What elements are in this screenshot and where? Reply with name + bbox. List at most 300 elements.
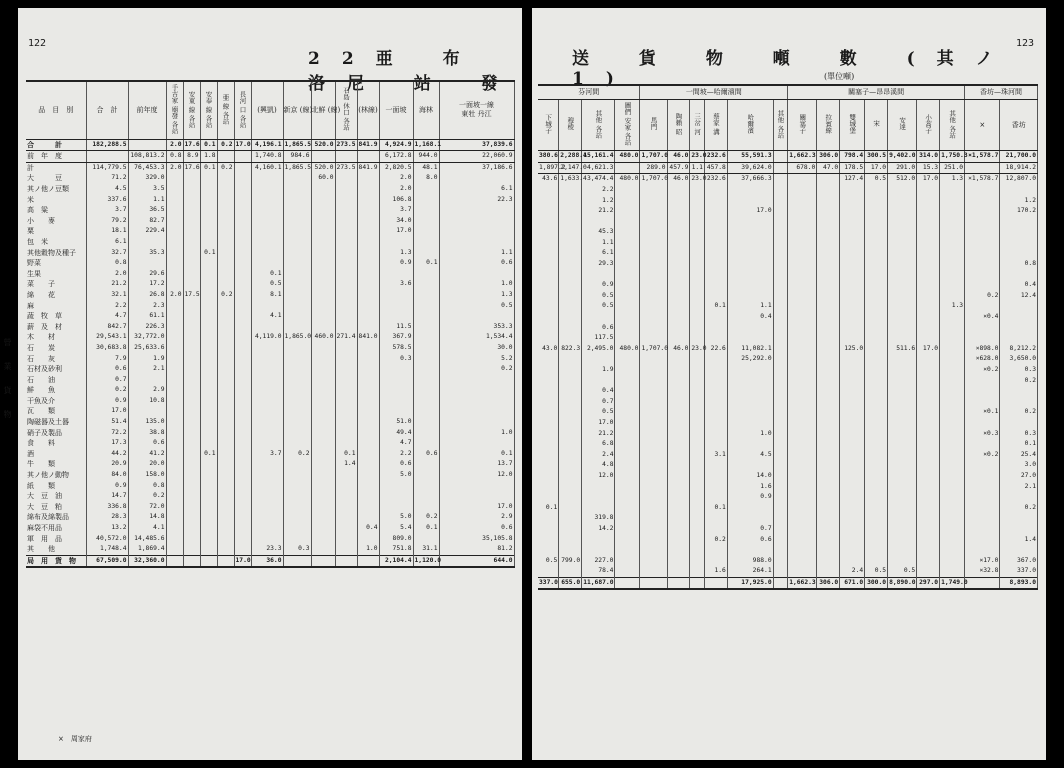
table-row — [26, 417, 514, 428]
col-c8: 北鮮 (線) — [311, 81, 335, 139]
cell-r10 — [773, 365, 788, 376]
cell-c5 — [234, 396, 251, 407]
cell-r2 — [559, 312, 582, 323]
table-row — [538, 227, 1038, 238]
cell-c3: 0.1 — [200, 139, 217, 151]
cell-c4 — [217, 332, 234, 343]
cell-c2 — [183, 301, 200, 312]
cell-c11: 751.8 — [379, 544, 413, 555]
cell-r9 — [727, 513, 773, 524]
col-c6: (興凱) — [251, 81, 283, 139]
cell-c13: 644.0 — [439, 555, 514, 567]
cell-c5 — [234, 290, 251, 301]
item-name: 石 炭 — [26, 343, 86, 354]
cell-r7 — [690, 556, 705, 567]
cell-total: 6.1 — [86, 237, 128, 248]
cell-c12: 0.2 — [413, 512, 439, 523]
cell-c11: 5.0 — [379, 512, 413, 523]
cell-r11 — [788, 291, 817, 302]
cell-r17 — [940, 397, 965, 408]
cell-r4 — [615, 312, 640, 323]
cell-c2 — [183, 248, 200, 259]
cell-c13 — [439, 237, 514, 248]
cell-c7 — [283, 523, 311, 534]
cell-r2: 2,147.0 — [559, 162, 582, 174]
cell-r17 — [940, 418, 965, 429]
cell-r18 — [965, 323, 1000, 334]
cell-r19: 21,700.0 — [1000, 151, 1038, 163]
cell-r16 — [917, 365, 940, 376]
cell-c10 — [357, 459, 379, 470]
cell-r2 — [559, 354, 582, 365]
cell-r4 — [615, 301, 640, 312]
cell-r6 — [667, 291, 690, 302]
cell-r18 — [965, 238, 1000, 249]
cell-r4 — [615, 482, 640, 493]
cell-r16: 297.0 — [917, 577, 940, 589]
cell-r16 — [917, 217, 940, 228]
item-name: 麻袋不用品 — [26, 523, 86, 534]
cell-c9: 0.1 — [335, 449, 357, 460]
cell-r10 — [773, 439, 788, 450]
cell-c1 — [166, 301, 183, 312]
cell-c6 — [251, 406, 283, 417]
cell-c7 — [283, 184, 311, 195]
cell-c9 — [335, 311, 357, 322]
cell-r14 — [865, 333, 888, 344]
cell-r12 — [817, 365, 840, 376]
cell-c10 — [357, 173, 379, 184]
cell-c3 — [200, 301, 217, 312]
cell-r14 — [865, 556, 888, 567]
cell-r1 — [538, 566, 559, 577]
cell-c13: 37,186.6 — [439, 162, 514, 173]
cell-c2 — [183, 279, 200, 290]
cell-c6 — [251, 173, 283, 184]
cell-c7 — [283, 438, 311, 449]
cell-r16: 17.0 — [917, 174, 940, 185]
cell-r16 — [917, 185, 940, 196]
cell-c8 — [311, 258, 335, 269]
cell-c11 — [379, 269, 413, 280]
cell-c3 — [200, 470, 217, 481]
cell-r10 — [773, 482, 788, 493]
cell-r5 — [640, 397, 667, 408]
cell-r18: 0.2 — [965, 291, 1000, 302]
cell-r1 — [538, 217, 559, 228]
cell-r11: 1,662.3 — [788, 151, 817, 163]
cell-r6 — [667, 471, 690, 482]
cell-c6 — [251, 396, 283, 407]
cell-r3: 3,474.4 — [582, 174, 615, 185]
cell-c1 — [166, 279, 183, 290]
cell-r17 — [940, 344, 965, 355]
cell-prev — [128, 375, 166, 386]
cell-c2: 17.6 — [183, 139, 200, 151]
col-r12: 拉賓線 — [817, 100, 840, 151]
cell-r9: 1.1 — [727, 301, 773, 312]
cell-r16 — [917, 386, 940, 397]
cell-c9 — [335, 173, 357, 184]
cell-r16 — [917, 407, 940, 418]
cell-c10 — [357, 279, 379, 290]
cell-r6 — [667, 312, 690, 323]
cell-r12 — [817, 333, 840, 344]
cell-c4 — [217, 512, 234, 523]
cell-r19: 170.2 — [1000, 206, 1038, 217]
col-c4: 亜 線 各站 — [217, 81, 234, 139]
cell-r6 — [667, 386, 690, 397]
cell-r8 — [704, 333, 727, 344]
cell-r18 — [965, 301, 1000, 312]
cell-r17 — [940, 386, 965, 397]
cell-r6 — [667, 248, 690, 259]
cell-r2 — [559, 566, 582, 577]
cell-r6 — [667, 503, 690, 514]
cell-c1 — [166, 226, 183, 237]
cell-r5: 1,707.0 — [640, 151, 667, 163]
table-row — [538, 482, 1038, 493]
cell-c9: 273.5 — [335, 139, 357, 151]
table-row — [26, 184, 514, 195]
cell-c10 — [357, 512, 379, 523]
cell-c9 — [335, 364, 357, 375]
cell-c12 — [413, 385, 439, 396]
cell-c12: 1,168.1 — [413, 139, 439, 151]
cell-r2 — [559, 503, 582, 514]
cell-r13 — [840, 312, 865, 323]
cell-r9 — [727, 323, 773, 334]
cell-c6: 4,196.1 — [251, 139, 283, 151]
cell-r12 — [817, 217, 840, 228]
cell-r15 — [888, 376, 917, 387]
cell-r5 — [640, 524, 667, 535]
cell-c7 — [283, 534, 311, 545]
cell-r1 — [538, 471, 559, 482]
cell-r16 — [917, 248, 940, 259]
cell-c1 — [166, 354, 183, 365]
cell-r9: 4.5 — [727, 450, 773, 461]
cell-r10 — [773, 312, 788, 323]
cell-r16 — [917, 524, 940, 535]
col-r2: 穆棱 — [559, 100, 582, 151]
cell-c6 — [251, 417, 283, 428]
cell-r14 — [865, 301, 888, 312]
cell-r4 — [615, 291, 640, 302]
cell-r2 — [559, 217, 582, 228]
cell-r3 — [582, 503, 615, 514]
cell-r2 — [559, 429, 582, 440]
cell-r13: 125.0 — [840, 344, 865, 355]
cell-c13 — [439, 205, 514, 216]
cell-c8 — [311, 385, 335, 396]
table-row — [538, 248, 1038, 259]
cell-r16 — [917, 323, 940, 334]
cell-c1 — [166, 332, 183, 343]
cell-c8 — [311, 491, 335, 502]
table-row — [538, 376, 1038, 387]
cell-r13 — [840, 429, 865, 440]
cell-c6 — [251, 428, 283, 439]
cell-r19 — [1000, 248, 1038, 259]
cell-r5 — [640, 248, 667, 259]
cell-total — [86, 151, 128, 163]
cell-c6 — [251, 195, 283, 206]
cell-c5 — [234, 269, 251, 280]
cell-r1 — [538, 439, 559, 450]
cell-prev: 41.2 — [128, 449, 166, 460]
cell-r5 — [640, 323, 667, 334]
cell-r17 — [940, 227, 965, 238]
cell-r7 — [690, 545, 705, 556]
cell-r12 — [817, 196, 840, 207]
cell-c2 — [183, 544, 200, 555]
cell-r14 — [865, 429, 888, 440]
cell-r1 — [538, 323, 559, 334]
cell-r5 — [640, 238, 667, 249]
cell-c5 — [234, 216, 251, 227]
cell-prev: 14.8 — [128, 512, 166, 523]
cell-c1 — [166, 396, 183, 407]
table-row — [538, 418, 1038, 429]
cell-r4 — [615, 206, 640, 217]
cell-r15 — [888, 291, 917, 302]
cell-c12 — [413, 290, 439, 301]
cell-c10 — [357, 375, 379, 386]
cell-c5 — [234, 481, 251, 492]
cell-c9 — [335, 375, 357, 386]
table-row — [26, 226, 514, 237]
cell-r19: 0.2 — [1000, 407, 1038, 418]
cell-r18 — [965, 482, 1000, 493]
item-name: 生果 — [26, 269, 86, 280]
cell-c10 — [357, 470, 379, 481]
cell-c11: 2.0 — [379, 184, 413, 195]
cell-r5: 1,707.0 — [640, 174, 667, 185]
cell-c9 — [335, 195, 357, 206]
cell-c10: 1.0 — [357, 544, 379, 555]
cell-c1 — [166, 237, 183, 248]
cell-c1 — [166, 322, 183, 333]
col-r16: 小蒿子 — [917, 100, 940, 151]
cell-r18: ×17.0 — [965, 556, 1000, 567]
cell-total: 3.7 — [86, 205, 128, 216]
cell-r19 — [1000, 185, 1038, 196]
cell-prev: 35.3 — [128, 248, 166, 259]
cell-c5 — [234, 375, 251, 386]
cell-r15: 512.0 — [888, 174, 917, 185]
cell-r15 — [888, 333, 917, 344]
cell-c1: 2.0 — [166, 139, 183, 151]
item-name: 合 計 — [26, 139, 86, 151]
cell-c12 — [413, 534, 439, 545]
cell-r6 — [667, 429, 690, 440]
cell-r9 — [727, 238, 773, 249]
cell-r15 — [888, 323, 917, 334]
cell-r15 — [888, 238, 917, 249]
cell-r7 — [690, 535, 705, 546]
cell-r6 — [667, 323, 690, 334]
cell-r16 — [917, 238, 940, 249]
cell-r19 — [1000, 397, 1038, 408]
cell-r11 — [788, 376, 817, 387]
cell-c1 — [166, 364, 183, 375]
cell-r11 — [788, 238, 817, 249]
cell-r12 — [817, 397, 840, 408]
cell-r3: 227.0 — [582, 556, 615, 567]
item-name: 綿布及綿製品 — [26, 512, 86, 523]
cell-c2 — [183, 216, 200, 227]
cell-c12 — [413, 279, 439, 290]
cell-r7 — [690, 227, 705, 238]
cell-r7 — [690, 280, 705, 291]
cell-c9: 1.4 — [335, 459, 357, 470]
cell-c4 — [217, 417, 234, 428]
cell-c9 — [335, 512, 357, 523]
cell-r12 — [817, 503, 840, 514]
cell-r9 — [727, 196, 773, 207]
col-total: 合 計 — [86, 81, 128, 139]
cell-r5 — [640, 503, 667, 514]
cell-r3: 0.9 — [582, 280, 615, 291]
cell-r9: 0.9 — [727, 492, 773, 503]
cell-total: 84.0 — [86, 470, 128, 481]
cell-r14 — [865, 418, 888, 429]
cell-r11 — [788, 217, 817, 228]
table-row — [538, 503, 1038, 514]
cell-c13 — [439, 269, 514, 280]
cell-r19: 2.1 — [1000, 482, 1038, 493]
cell-r17: 1,749.0 — [940, 577, 965, 589]
cell-c5 — [234, 364, 251, 375]
col-c9: 石島 休口 各站 — [335, 81, 357, 139]
cell-r14: 300.5 — [865, 151, 888, 163]
cell-r5 — [640, 460, 667, 471]
cell-prev: 329.0 — [128, 173, 166, 184]
cell-r13 — [840, 407, 865, 418]
cell-c7 — [283, 354, 311, 365]
cell-r3: 1.2 — [582, 196, 615, 207]
cell-r10 — [773, 217, 788, 228]
cell-r5 — [640, 513, 667, 524]
table-row — [26, 248, 514, 259]
cell-c3: 1.8 — [200, 151, 217, 163]
cell-r5 — [640, 407, 667, 418]
cell-r10 — [773, 206, 788, 217]
table-row — [26, 322, 514, 333]
page-number-right: 123 — [1015, 38, 1034, 49]
cell-r12 — [817, 227, 840, 238]
cell-r8 — [704, 238, 727, 249]
cell-r4 — [615, 524, 640, 535]
cell-r7 — [690, 259, 705, 270]
cell-r11 — [788, 196, 817, 207]
cell-r8 — [704, 206, 727, 217]
cell-r17 — [940, 323, 965, 334]
cell-r19: 337.0 — [1000, 566, 1038, 577]
cell-c8 — [311, 354, 335, 365]
cell-r10 — [773, 397, 788, 408]
col-r15: 安達 — [888, 100, 917, 151]
cell-r8 — [704, 407, 727, 418]
cell-r11 — [788, 503, 817, 514]
cell-r17 — [940, 460, 965, 471]
cell-r9: 1.6 — [727, 482, 773, 493]
cell-r8 — [704, 291, 727, 302]
cell-r8 — [704, 312, 727, 323]
cell-r18: ×898.0 — [965, 344, 1000, 355]
cell-c3 — [200, 534, 217, 545]
cell-r15 — [888, 556, 917, 567]
item-name: 綿 花 — [26, 290, 86, 301]
cell-r5 — [640, 270, 667, 281]
cell-r7: 23.0 — [690, 344, 705, 355]
cell-c13: 0.1 — [439, 449, 514, 460]
cell-r13 — [840, 471, 865, 482]
cell-r6: 457.9 — [667, 162, 690, 174]
cell-r8 — [704, 556, 727, 567]
cell-r19 — [1000, 270, 1038, 281]
cell-r5 — [640, 545, 667, 556]
cell-c9 — [335, 491, 357, 502]
cell-c11: 51.0 — [379, 417, 413, 428]
cell-r5 — [640, 185, 667, 196]
cell-r3: 2,495.0 — [582, 344, 615, 355]
cell-r4 — [615, 280, 640, 291]
cell-c11: 0.9 — [379, 258, 413, 269]
cell-r7 — [690, 407, 705, 418]
cell-r12: 47.0 — [817, 162, 840, 174]
cell-r2 — [559, 439, 582, 450]
cell-r1 — [538, 301, 559, 312]
cell-c13: 22.3 — [439, 195, 514, 206]
cell-r1 — [538, 460, 559, 471]
cell-r16 — [917, 259, 940, 270]
cell-r6 — [667, 376, 690, 387]
cell-c9 — [335, 470, 357, 481]
cell-c6 — [251, 502, 283, 513]
table-row — [538, 524, 1038, 535]
cell-r18: ×628.0 — [965, 354, 1000, 365]
cell-c2 — [183, 195, 200, 206]
cell-c9 — [335, 269, 357, 280]
cell-r6 — [667, 524, 690, 535]
cell-r14 — [865, 503, 888, 514]
cell-r11 — [788, 429, 817, 440]
cell-r3: 0.7 — [582, 397, 615, 408]
cell-r2 — [559, 227, 582, 238]
cell-c11: 367.9 — [379, 332, 413, 343]
cell-c2 — [183, 354, 200, 365]
cell-r1 — [538, 312, 559, 323]
cell-r15 — [888, 196, 917, 207]
cell-c4: 0.2 — [217, 139, 234, 151]
cell-c10 — [357, 502, 379, 513]
cell-r2 — [559, 196, 582, 207]
table-row — [538, 513, 1038, 524]
cell-r13 — [840, 535, 865, 546]
cell-r9 — [727, 291, 773, 302]
cell-r12 — [817, 556, 840, 567]
cell-r1 — [538, 238, 559, 249]
cell-c4 — [217, 237, 234, 248]
cell-r10 — [773, 577, 788, 589]
cell-c6 — [251, 375, 283, 386]
cell-r7 — [690, 206, 705, 217]
cell-r16 — [917, 291, 940, 302]
cell-c10: 0.4 — [357, 523, 379, 534]
cell-c13: 30.0 — [439, 343, 514, 354]
